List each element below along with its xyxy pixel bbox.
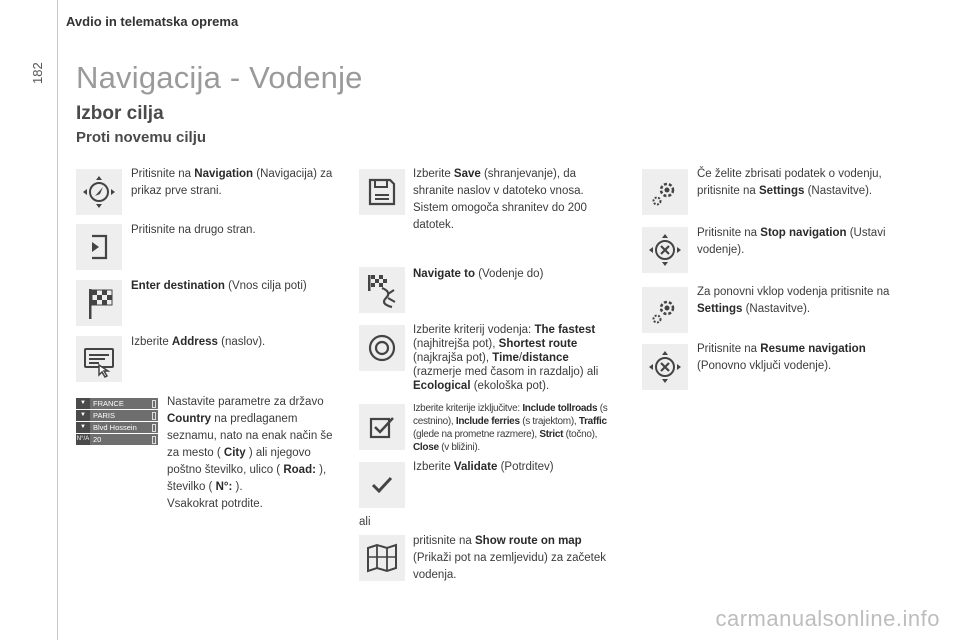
checkered-flag-icon [79, 283, 119, 323]
stop-navigation-button[interactable] [642, 227, 688, 273]
next-page-button[interactable] [76, 224, 122, 270]
step-set-parameters: Nastavite parametre za državo Country na predlaganem seznamu, nato na enak način še za mesto ( City ) ali njegovo poštno številko, ulico ( Road: ), številko ( N°: ). Vsakokrat potrdite. [167, 396, 333, 510]
page-number [30, 62, 45, 84]
enter-destination-button[interactable] [76, 280, 122, 326]
navigation-icon [79, 172, 119, 212]
map-icon [362, 538, 402, 578]
step-validate: Izberite Validate (Potrditev) [413, 461, 554, 473]
step-resume-navigation: Pritisnite na Resume navigation (Ponovno vključi vodenje). [697, 343, 866, 372]
step-next-page: Pritisnite na drugo stran. [131, 224, 256, 236]
margin-divider [57, 0, 58, 640]
watermark: carmanualsonline.info [715, 606, 940, 631]
step-reactivate-settings: Za ponovni vklop vodenja pritisnite na Settings (Nastavitve). [697, 286, 890, 315]
address-card-icon [79, 339, 119, 379]
route-criteria-button[interactable] [359, 325, 405, 371]
exclusion-criteria-button[interactable] [359, 404, 405, 450]
city-row[interactable]: ▼ PARIS [76, 410, 158, 421]
save-button[interactable] [359, 169, 405, 215]
checkmark-icon [362, 465, 402, 505]
address-button[interactable] [76, 336, 122, 382]
step-route-criteria: Izberite kriterij vodenja: The fastest (najhitrejša pot), Shortest route (najkrajša pot), Time/distance (razmerje med časom in razdaljo) ali Ecological (ekološka pot). [413, 324, 599, 392]
stop-navigation-icon [645, 230, 685, 270]
step-stop-navigation: Pritisnite na Stop navigation (Ustavi vodenje). [697, 227, 886, 256]
settings-icon [645, 172, 685, 212]
step-enter-destination: Enter destination (Vnos cilja poti) [131, 280, 307, 292]
subsection-heading: Proti novemu cilju [76, 129, 207, 146]
step-show-route: pritisnite na Show route on map (Prikaži pot na zemljevidu) za začetek vodenja. [413, 535, 607, 581]
settings-icon [645, 290, 685, 330]
step-save: Izberite Save (shranjevanje), da shranite naslov v datoteko vnosa. Sistem omogoča shranitev do 200 datotek. [413, 168, 587, 231]
section-heading: Izbor cilja [76, 103, 164, 124]
country-row[interactable]: ▼ FRANCE [76, 398, 158, 409]
page-title: Navigacija - Vodenje [76, 60, 363, 95]
validate-button[interactable] [359, 462, 405, 508]
next-page-icon [79, 227, 119, 267]
number-row[interactable]: N°/A 20 [76, 434, 158, 445]
settings-button[interactable] [642, 169, 688, 215]
step-settings: Če želite zbrisati podatek o vodenju, pritisnite na Settings (Nastavitve). [697, 168, 882, 197]
step-exclusion-criteria: Izberite kriterije izključitve: Include tollroads (s cestnino), Include ferries (s trajektom), Traffic (glede na prometne razmere), Strict (točno), Close (v bližini). [413, 403, 608, 453]
step-navigate-to: Navigate to (Vodenje do) [413, 268, 544, 280]
page-number-text: 182 [30, 62, 45, 84]
save-icon [362, 172, 402, 212]
or-separator: ali [359, 516, 371, 528]
checkbox-icon [362, 407, 402, 447]
road-row[interactable]: ▼ Blvd Hossein [76, 422, 158, 433]
show-route-button[interactable] [359, 535, 405, 581]
resume-navigation-button[interactable] [642, 344, 688, 390]
route-criteria-icon [362, 328, 402, 368]
section-title: Avdio in telematska oprema [66, 14, 239, 29]
step-address: Izberite Address (naslov). [131, 336, 266, 348]
settings-button-2[interactable] [642, 287, 688, 333]
address-form-preview [76, 398, 158, 446]
step-navigation: Pritisnite na Navigation (Navigacija) za prikaz prve strani. [131, 168, 333, 197]
navigate-to-button[interactable] [359, 267, 405, 313]
flag-route-icon [362, 270, 402, 310]
resume-navigation-icon [645, 347, 685, 387]
navigation-button[interactable] [76, 169, 122, 215]
